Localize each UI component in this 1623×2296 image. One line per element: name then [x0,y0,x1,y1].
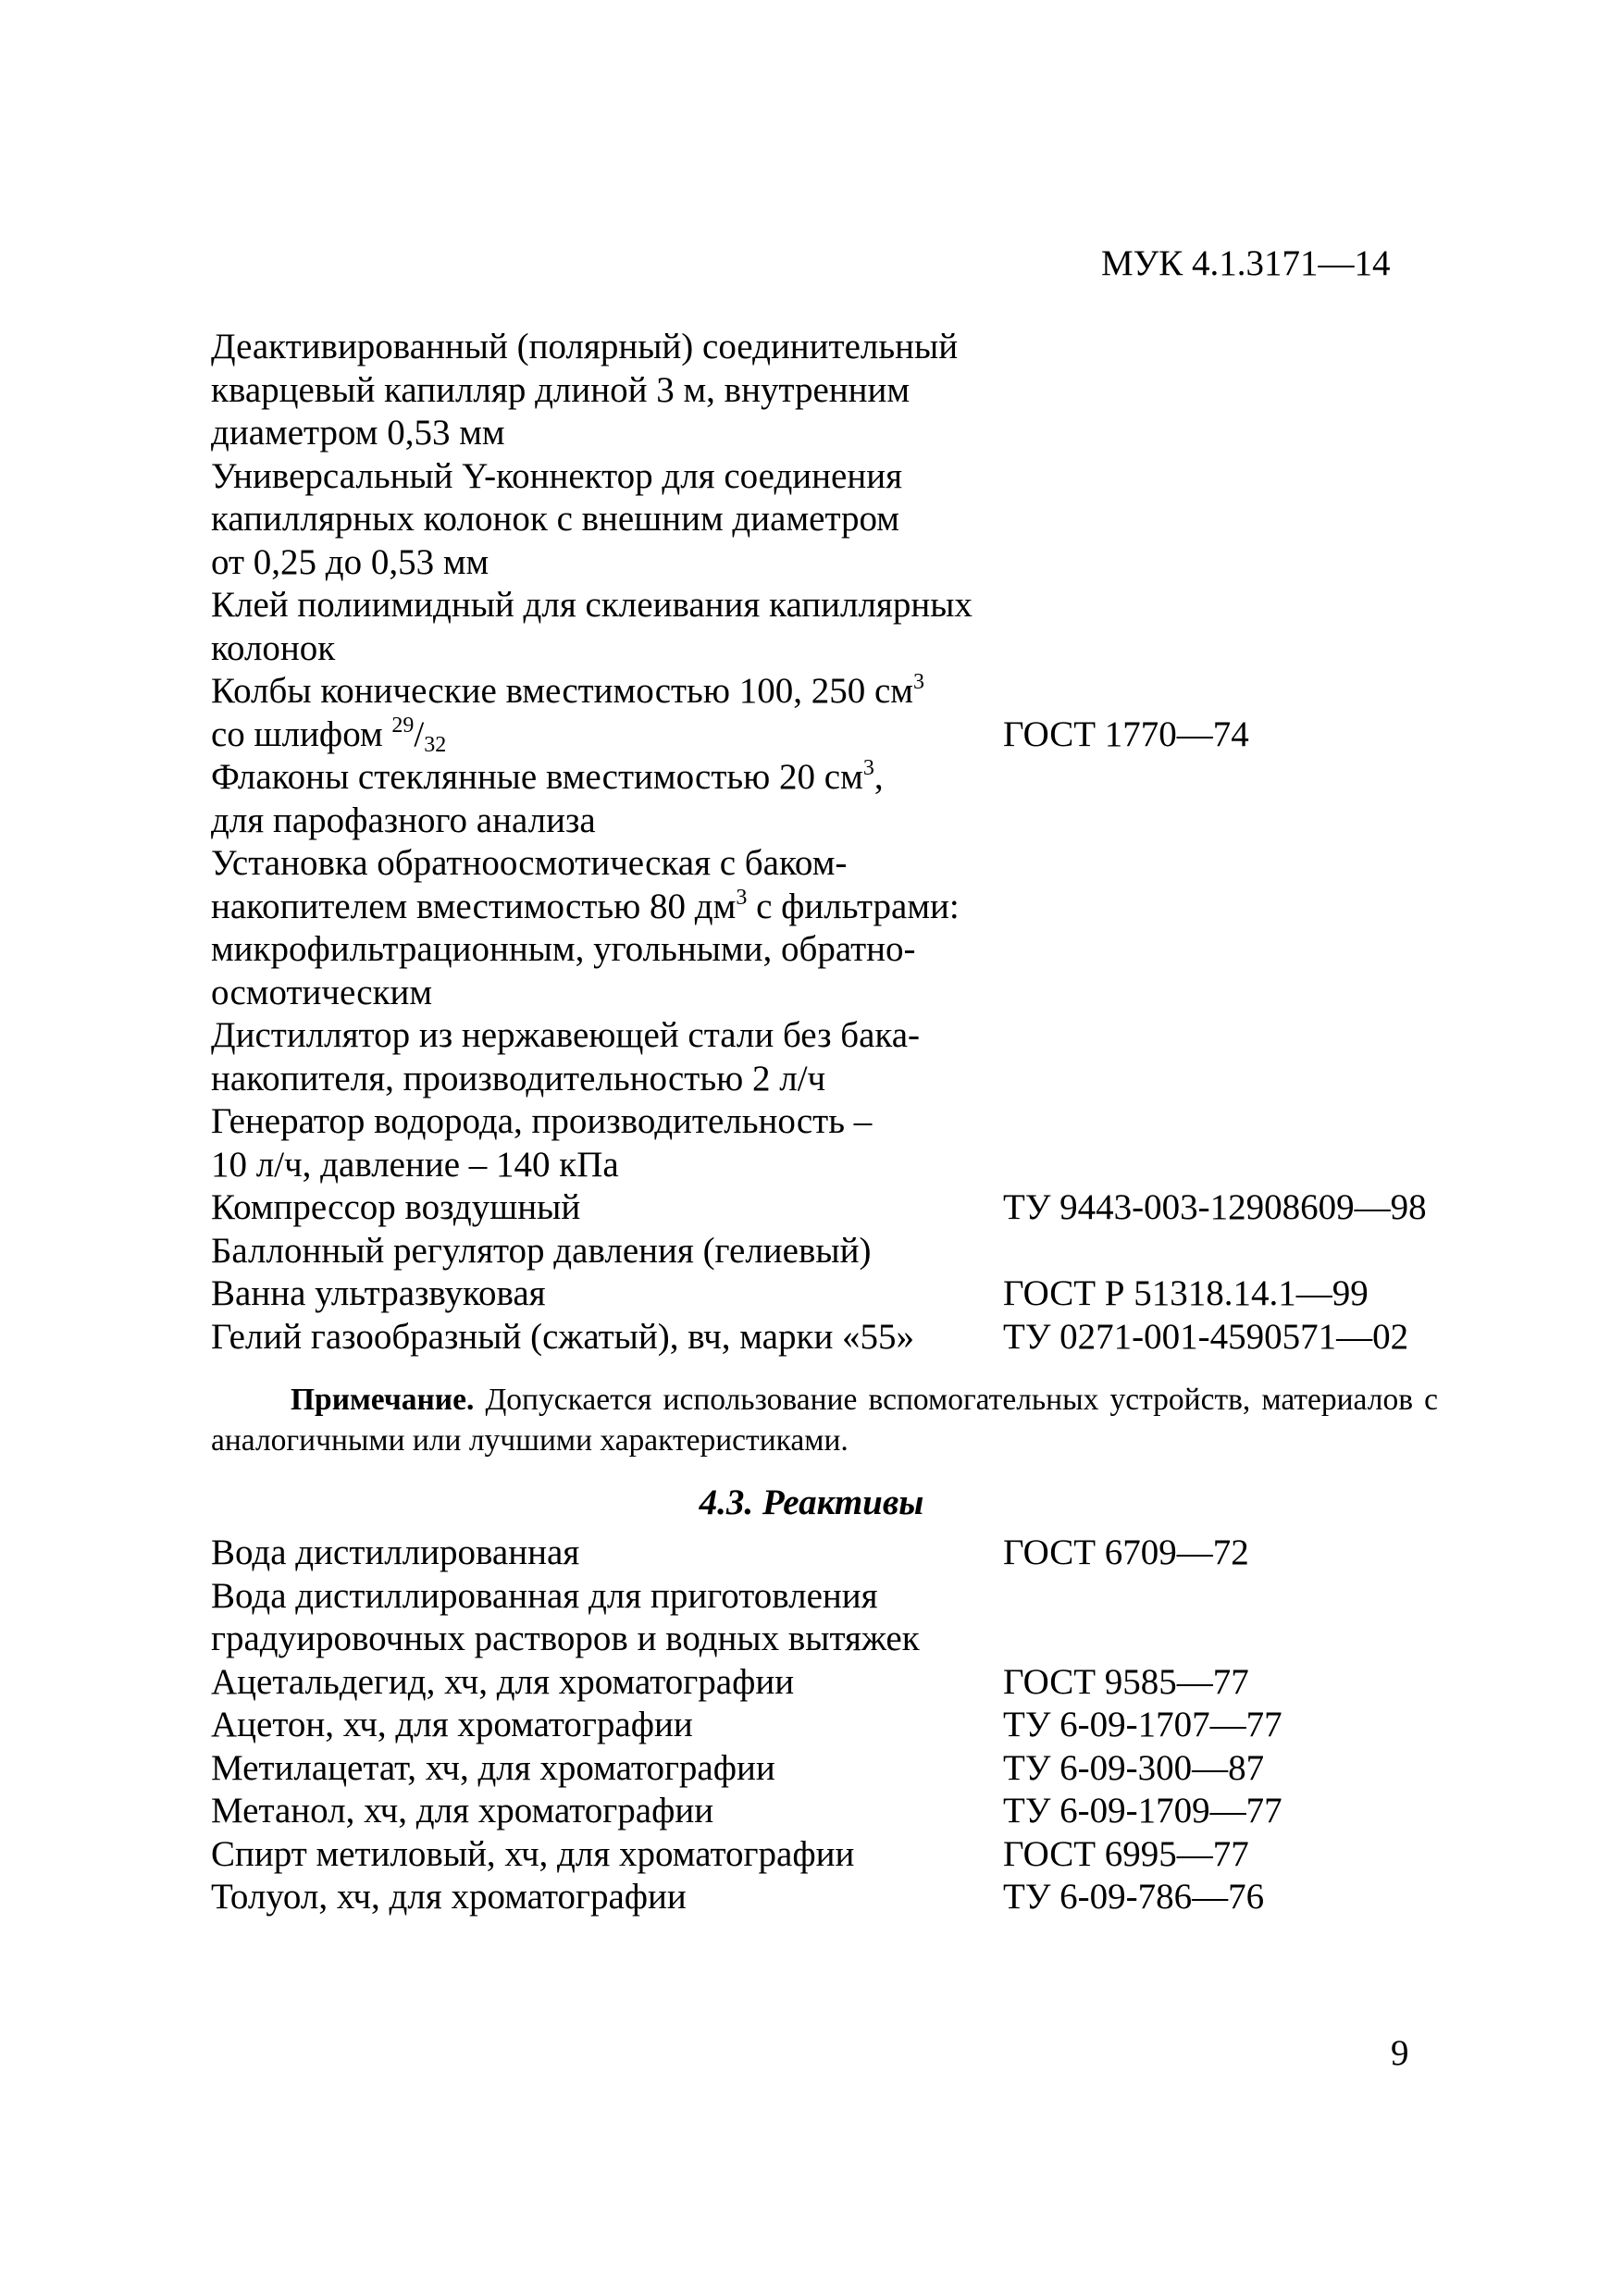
equipment-name: Флаконы стеклянные вместимостью 20 $см^3$, для парофазного анализа [211,756,884,840]
equipment-standard: ГОСТ 1770—74 [1003,714,1249,754]
reagent-name: Метанол, хч, для хроматографии [211,1791,714,1831]
equipment-name: Баллонный регулятор давления (гелиевый) [211,1230,872,1271]
reagent-row [211,1575,1282,1661]
fraction: $^{29}/_{32}$ [391,713,447,757]
equipment-name: Гелий газообразный (сжатый), вч, марки «55» [211,1316,915,1357]
reagent-standard: ТУ 6-09-300—87 [1003,1747,1265,1788]
equipment-standard: ТУ 9443-003-12908609—98 [1003,1187,1427,1227]
reagent-row [211,1790,1282,1833]
note-paragraph [211,1380,1438,1461]
equipment-name: Деактивированный (полярный) соединительный кварцевый капилляр длиной 3 м, внутренним диаметром 0,53 мм [211,327,959,453]
equipment-name: Компрессор воздушный [211,1187,581,1227]
equipment-row [211,455,1427,585]
equipment-standard: ТУ 0271-001-4590571—02 [1003,1316,1409,1357]
page-number: 9 [1391,2033,1409,2073]
equipment-row [211,1272,1427,1316]
equipment-name: Клей полиимидный для склеивания капиллярных колонок [211,585,973,668]
reagent-standard: ГОСТ 9585—77 [1003,1661,1249,1702]
equipment-row [211,1230,1427,1273]
reagent-standard: ТУ 6-09-1707—77 [1003,1705,1282,1744]
reagent-name: Толуол, хч, для хроматографии [211,1877,687,1917]
equipment-row [211,842,1427,1014]
equipment-name: Установка обратноосмотическая с баком- накопителем вместимостью 80 $дм^3$ с фильтрами: микрофильтрационным, угольными, обратно- осмотическим [211,843,960,1012]
equipment-row [211,670,1427,756]
reagent-name: Вода дистиллированная [211,1533,580,1572]
equipment-row [211,1014,1427,1100]
reagent-standard: ТУ 6-09-786—76 [1003,1877,1265,1917]
equipment-row [211,756,1427,842]
equipment-standard: ГОСТ Р 51318.14.1—99 [1003,1273,1369,1313]
reagent-standard: ТУ 6-09-1709—77 [1003,1791,1282,1831]
reagent-row [211,1704,1282,1747]
reagent-name: Ацетальдегид, хч, для хроматографии [211,1661,795,1702]
equipment-row [211,1316,1427,1359]
equipment-row [211,1186,1427,1230]
reagent-row [211,1747,1282,1791]
equipment-name: Колбы конические вместимостью 100, 250 $см^3$ со шлифом $^{29}/_{32}$ [211,670,924,757]
reagents-list [211,1532,1282,1919]
equipment-name: Дистиллятор из нержавеющей стали без бака- накопителя, производительностью 2 л/ч [211,1015,921,1098]
section-title: 4.3. Реактивы [699,1483,924,1522]
reagent-row [211,1532,1282,1575]
reagent-name: Вода дистиллированная для приготовления градуировочных растворов и водных вытяжек [211,1575,920,1658]
equipment-row [211,584,1427,670]
note-text: Допускается использование вспомогательных устройств, материалов с аналогичными или лучшими характеристиками. [211,1383,1438,1458]
equipment-name: Ванна ультразвуковая [211,1273,546,1313]
reagent-row [211,1661,1282,1705]
reagent-name: Метилацетат, хч, для хроматографии [211,1747,775,1788]
note-label: Примечание. [291,1383,475,1417]
reagent-name: Ацетон, хч, для хроматографии [211,1705,693,1744]
reagent-standard: ГОСТ 6709—72 [1003,1533,1249,1572]
reagent-row [211,1876,1282,1919]
document-code: МУК 4.1.3171—14 [1101,243,1391,283]
equipment-name: Генератор водорода, производительность – 10 л/ч, давление – 140 кПа [211,1101,873,1185]
equipment-row [211,1100,1427,1186]
equipment-row [211,326,1427,455]
equipment-name: Универсальный Y-коннектор для соединения капиллярных колонок с внешним диаметром от 0,25 до 0,53 мм [211,455,903,582]
reagent-standard: ГОСТ 6995—77 [1003,1833,1249,1874]
reagent-name: Спирт метиловый, хч, для хроматографии [211,1833,855,1874]
reagent-row [211,1833,1282,1877]
equipment-list [211,326,1427,1359]
